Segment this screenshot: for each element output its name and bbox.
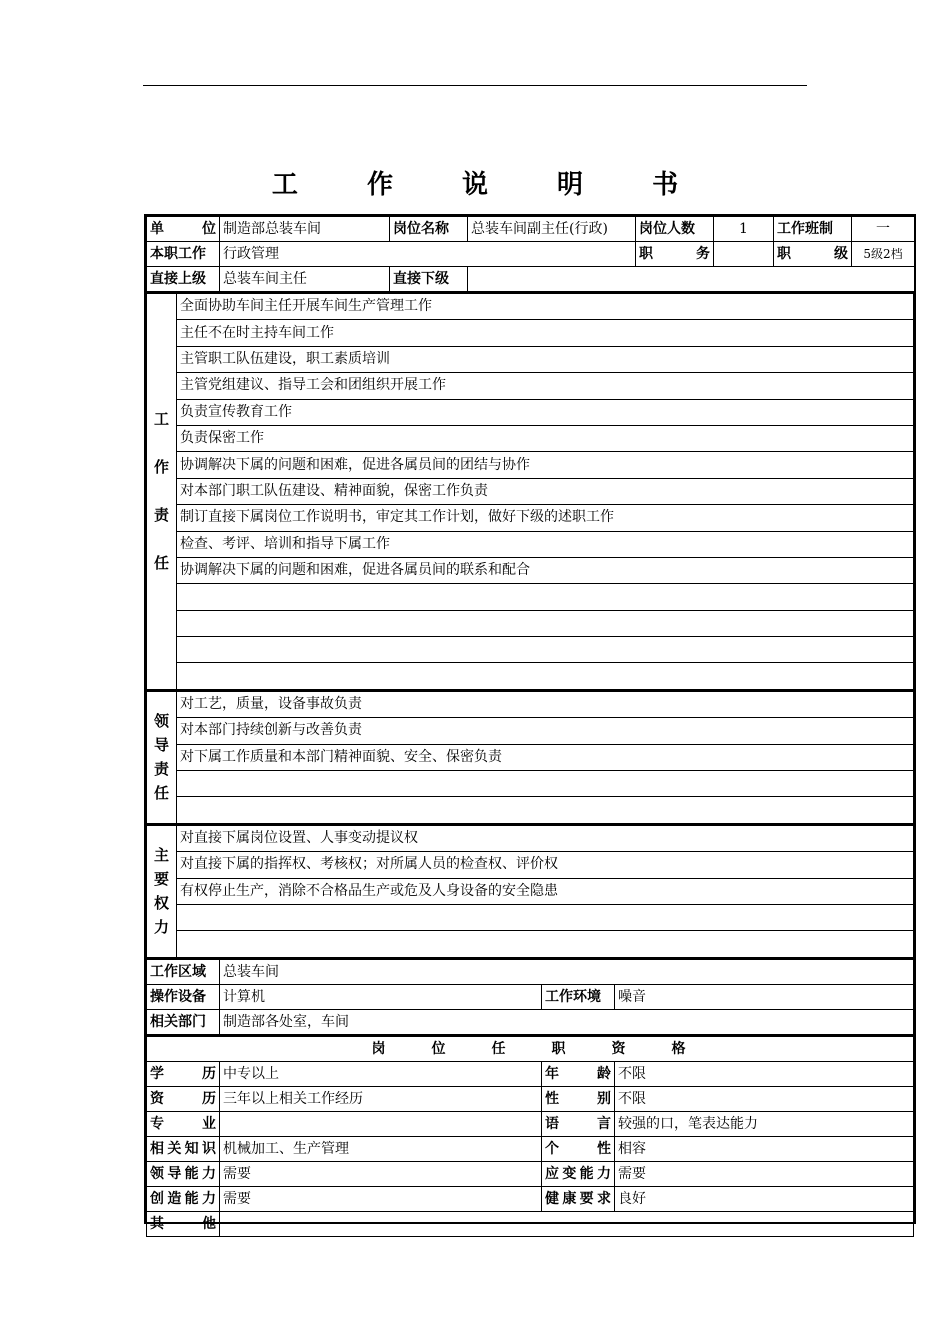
authority-item [177,904,914,930]
subordinate-label: 直接下级 [390,267,468,293]
responsibility-item: 检查、考评、培训和指导下属工作 [177,531,914,557]
other-value [220,1211,914,1236]
qual-label: 学 历 [147,1061,220,1086]
responsibility-item [177,610,914,636]
leadership-table [146,691,914,825]
area-value: 总装车间 [220,959,914,984]
responsibilities-label: 工 作 责 任 [147,294,177,690]
qual-value: 相容 [615,1136,914,1161]
job-description-form [144,214,916,1232]
qual-label: 资 历 [147,1086,220,1111]
dept-value: 制造部各处室，车间 [220,1009,914,1035]
responsibility-item: 协调解决下属的问题和困难，促进各属员间的团结与协作 [177,452,914,478]
equipment-label: 操作设备 [147,984,220,1009]
responsibility-item: 主管党组建议、指导工会和团组织开展工作 [177,373,914,399]
leadership-item [177,797,914,824]
shift-label: 工作班制 [774,217,852,242]
qual-value: 不限 [615,1061,914,1086]
responsibility-item: 制订直接下属岗位工作说明书，审定其工作计划，做好下级的述职工作 [177,505,914,531]
qual-label: 语 言 [542,1111,615,1136]
qual-value: 较强的口，笔表达能力 [615,1111,914,1136]
document-title: 工 作 说 明 书 [271,170,709,200]
job-value: 行政管理 [220,242,636,267]
qual-value: 良好 [615,1186,914,1211]
area-label: 工作区域 [147,959,220,984]
env-value: 噪音 [615,984,914,1009]
responsibility-item: 负责保密工作 [177,425,914,451]
headcount-label: 岗位人数 [636,217,714,242]
qual-label: 健康要求 [542,1186,615,1211]
unit-label: 单 位 [147,217,220,242]
authority-item: 对直接下属的指挥权、考核权；对所属人员的检查权、评价权 [177,852,914,878]
authority-item: 有权停止生产，消除不合格品生产或危及人身设备的安全隐患 [177,878,914,904]
qual-value: 需要 [220,1186,542,1211]
qual-value: 不限 [615,1086,914,1111]
subordinate-value [468,267,915,293]
leadership-item [177,771,914,797]
qual-label: 相关知识 [147,1136,220,1161]
qual-label: 领导能力 [147,1161,220,1186]
header-rule [143,85,807,86]
equipment-value: 计算机 [220,984,542,1009]
qual-value [220,1111,542,1136]
qual-label: 专 业 [147,1111,220,1136]
qual-value: 需要 [615,1161,914,1186]
qual-value: 需要 [220,1161,542,1186]
authority-label: 主 要 权 力 [147,825,177,957]
qual-value: 机械加工、生产管理 [220,1136,542,1161]
duty-value [714,242,774,267]
environment-table [146,959,914,1036]
grade-label: 职 级 [774,242,852,267]
authority-item: 对直接下属岗位设置、人事变动提议权 [177,825,914,851]
responsibility-item: 协调解决下属的问题和困难，促进各属员间的联系和配合 [177,557,914,583]
duty-label: 职 务 [636,242,714,267]
headcount-value: 1 [714,217,774,242]
unit-value: 制造部总装车间 [220,217,390,242]
qual-label: 年 龄 [542,1061,615,1086]
leadership-label: 领 导 责 任 [147,691,177,823]
responsibility-item: 对本部门职工队伍建设、精神面貌，保密工作负责 [177,478,914,504]
qualifications-title: 岗位任职资格 [147,1036,914,1061]
authority-table [146,825,914,959]
qual-label: 创造能力 [147,1186,220,1211]
leadership-item: 对工艺，质量，设备事故负责 [177,691,914,717]
env-label: 工作环境 [542,984,615,1009]
qual-label: 应变能力 [542,1161,615,1186]
responsibility-item [177,584,914,610]
dept-label: 相关部门 [147,1009,220,1035]
responsibility-item [177,637,914,663]
leadership-item: 对下属工作质量和本部门精神面貌、安全、保密负责 [177,744,914,770]
job-label: 本职工作 [147,242,220,267]
post-name-label: 岗位名称 [390,217,468,242]
grade-value: 5级2档 [852,242,915,267]
qual-value: 中专以上 [220,1061,542,1086]
responsibility-item: 主任不在时主持车间工作 [177,320,914,346]
shift-value: 一 [852,217,915,242]
post-name-value: 总装车间副主任(行政) [468,217,636,242]
leadership-item: 对本部门持续创新与改善负责 [177,718,914,744]
responsibility-item: 负责宣传教育工作 [177,399,914,425]
authority-item [177,931,914,958]
qual-label: 性 别 [542,1086,615,1111]
superior-label: 直接上级 [147,267,220,293]
responsibility-item: 全面协助车间主任开展车间生产管理工作 [177,294,914,320]
qual-value: 三年以上相关工作经历 [220,1086,542,1111]
responsibility-item [177,663,914,690]
qual-label: 个 性 [542,1136,615,1161]
header-table [146,216,915,293]
responsibility-item: 主管职工队伍建设，职工素质培训 [177,346,914,372]
responsibilities-table [146,293,914,691]
other-label: 其 他 [147,1211,220,1236]
superior-value: 总装车间主任 [220,267,390,293]
qualifications-table [146,1036,914,1237]
